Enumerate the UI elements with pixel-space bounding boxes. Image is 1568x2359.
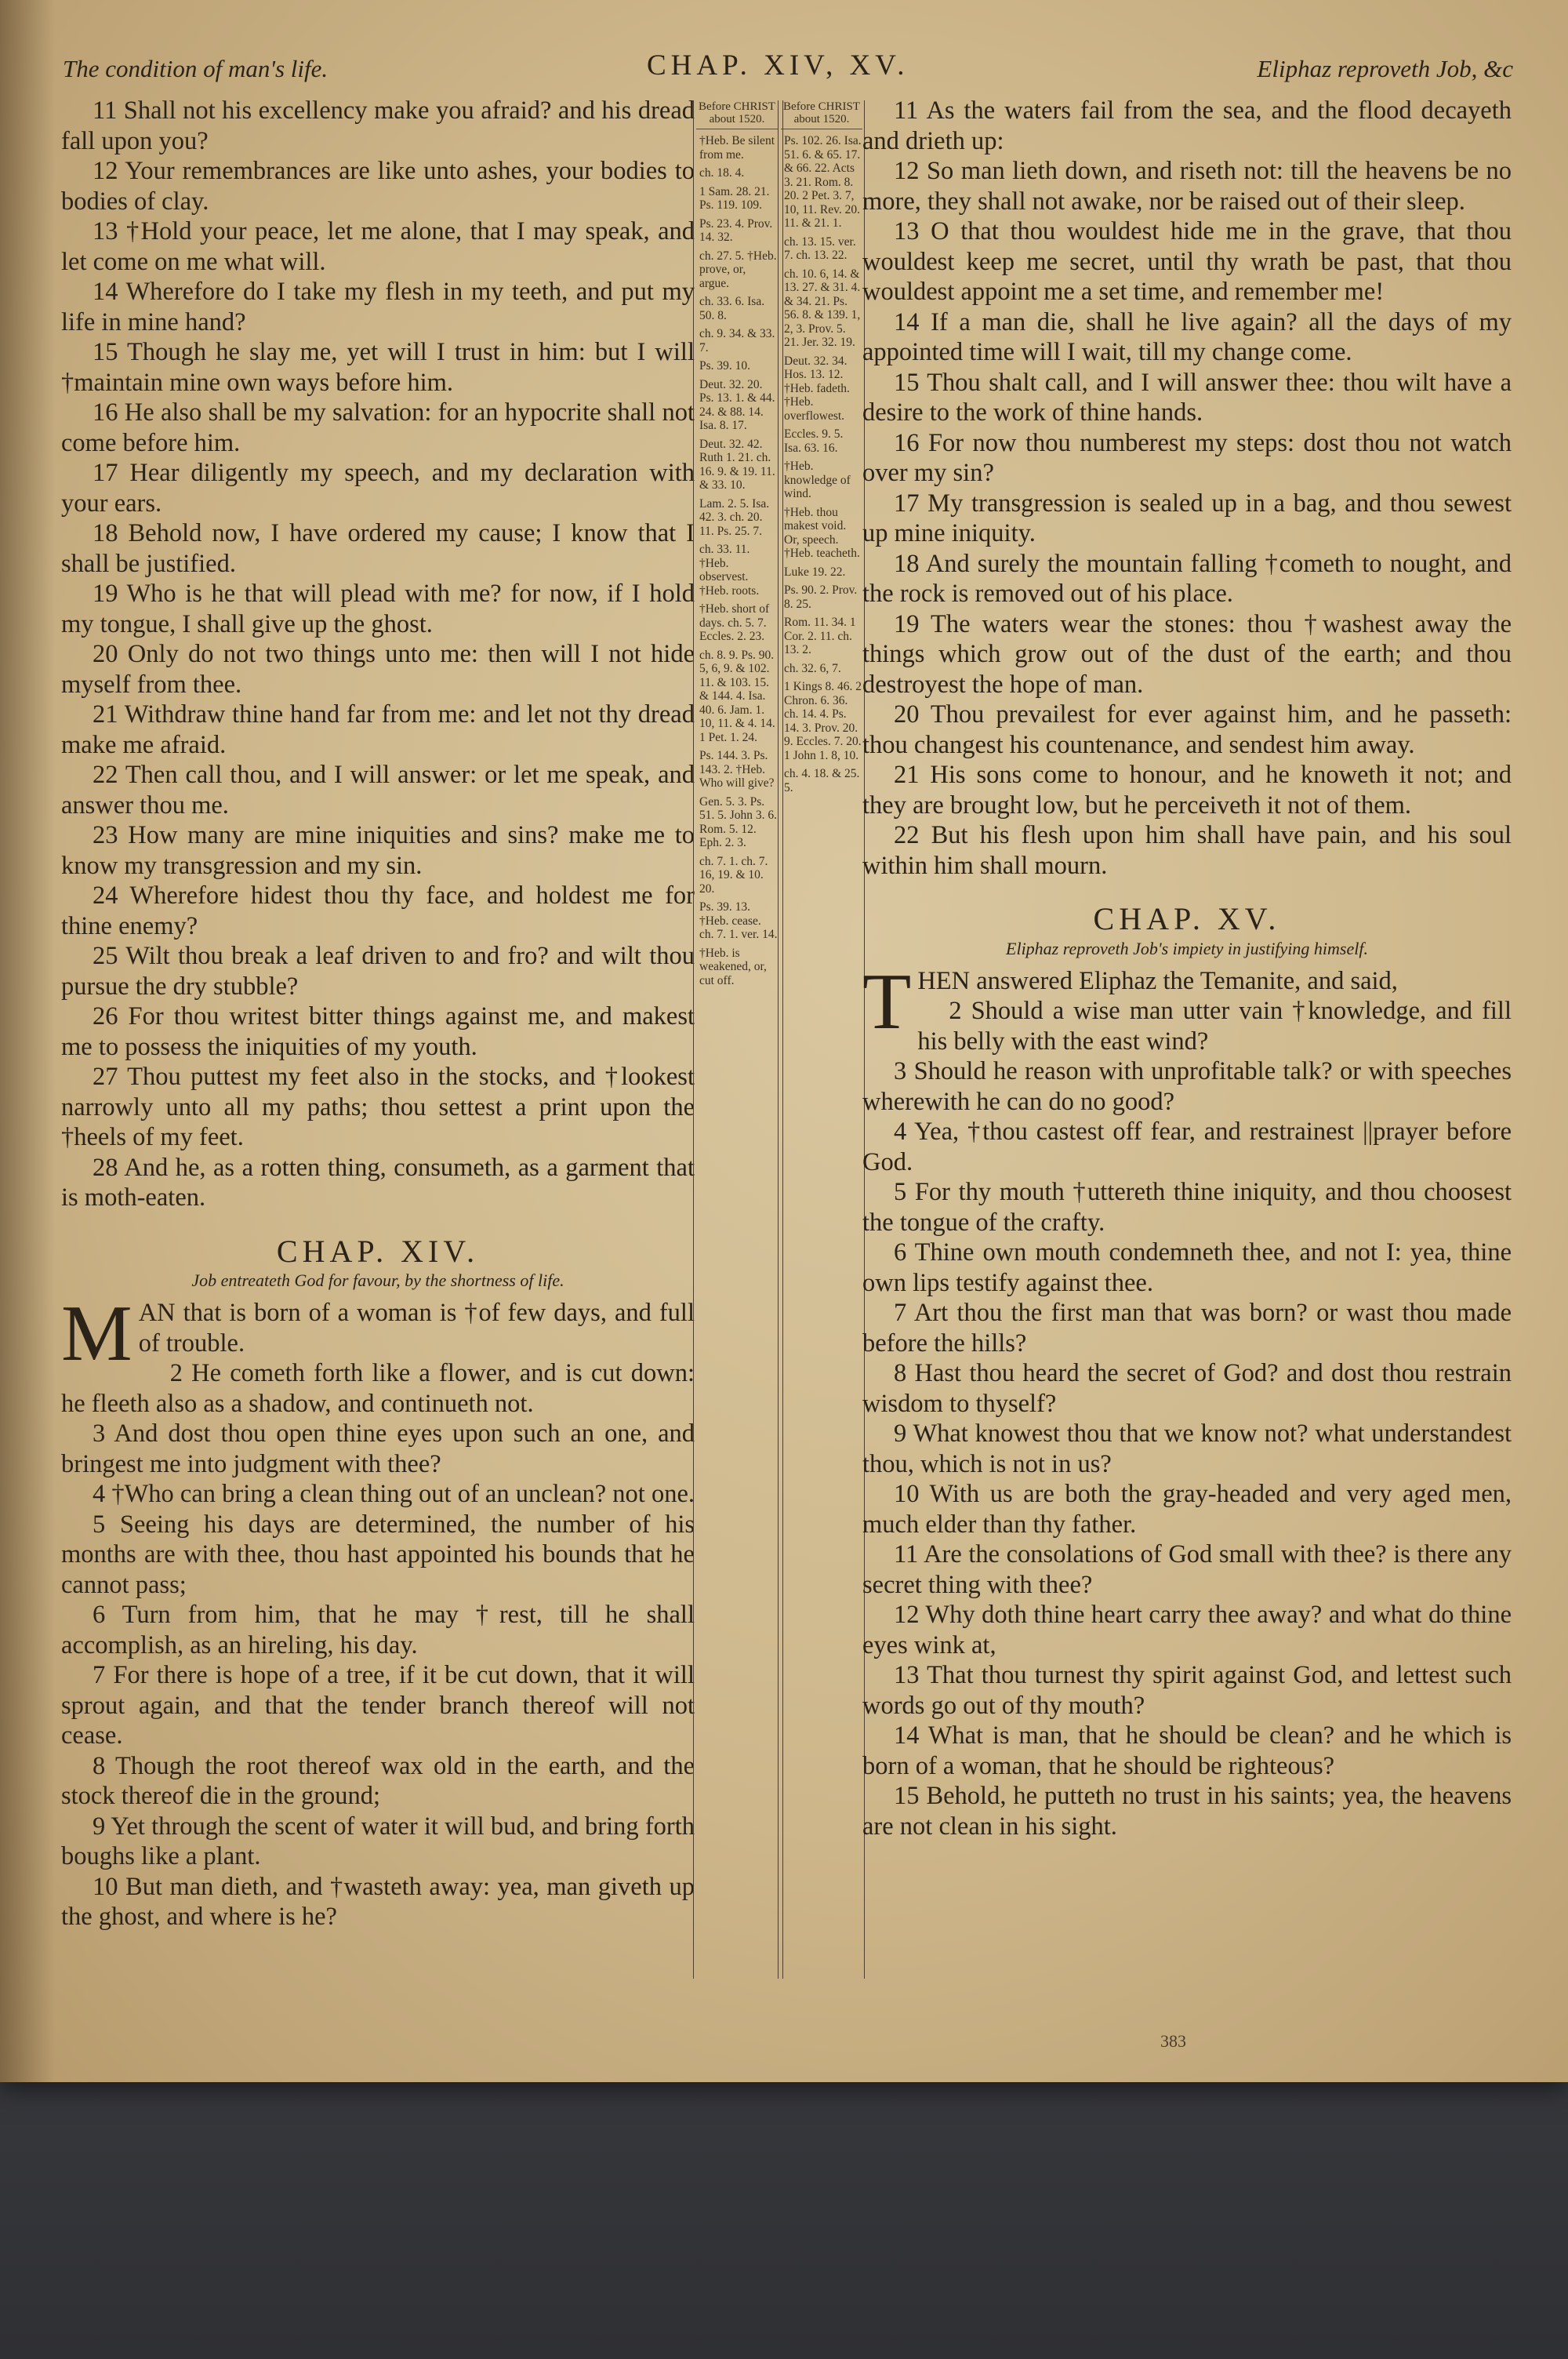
margin-reference: Lam. 2. 5. Isa. 42. 3. ch. 20. 11. Ps. 25. 7. [699,496,770,538]
verse: 14 Wherefore do I take my flesh in my teeth, and put my life in mine hand? [61,278,695,336]
verse: 6 Thine own mouth condemneth thee, and not I: yea, thine own lips testify against thee. [862,1238,1512,1297]
verse: 17 My transgression is sealed up in a bag, and thou sewest up mine iniquity. [862,489,1512,547]
right-verses-top [862,96,1512,881]
verse: 27 Thou puttest my feet also in the stocks, and †lookest narrowly unto all my paths; thou settest a print upon the †heels of my feet. [61,1063,695,1151]
margin-reference: Deut. 32. 34. Hos. 13. 12. †Heb. fadeth. †Heb. overflowest. [784,354,850,423]
margin-reference: ch. 33. 11. †Heb. observest. †Heb. roots. [699,543,760,598]
margin-reference: ch. 33. 6. Isa. 50. 8. [699,295,765,322]
verse: 11 Are the consolations of God small with thee? is there any secret thing with thee? [862,1540,1512,1599]
header-left: The condition of man's life. [63,55,328,82]
right-text-column [862,96,1512,1841]
column-rule [693,100,694,1979]
verse: 11 Shall not his excellency make you afraid? and his dread fall upon you? [61,96,695,155]
verse: 16 For now thou numberest my steps: dost thou not watch over my sin? [862,428,1512,487]
margin-head: Before CHRIST about 1520. [781,100,862,129]
margin-head: Before CHRIST about 1520. [696,100,778,129]
chapter-summary: Job entreateth God for favour, by the shortness of life. [191,1270,564,1290]
verse: 24 Wherefore hidest thou thy face, and holdest me for thine enemy? [61,881,695,940]
verse: 21 Withdraw thine hand far from me: and let not thy dread make me afraid. [61,700,695,759]
verse: 28 And he, as a rotten thing, consumeth, as a garment that is moth-eaten. [61,1153,695,1212]
margin-reference: ch. 27. 5. †Heb. prove, or, argue. [699,249,777,290]
verse: 5 For thy mouth †uttereth thine iniquity, and thou choosest the tongue of the crafty. [862,1178,1512,1237]
margin-reference: ch. 9. 34. & 33. 7. [699,327,775,354]
margin-reference: Ps. 39. 13. †Heb. cease. ch. 7. 1. ver. 14. [699,900,778,941]
margin-reference: ch. 7. 1. ch. 7. 16, 19. & 10. 20. [699,854,768,896]
verse: 26 For thou writest bitter things against me, and makest me to possess the iniquities of my youth. [61,1002,695,1061]
chapter-heading: CHAP. XV. [1093,901,1281,936]
verse: 23 How many are mine iniquities and sins? make me to know my transgression and my sin. [61,821,695,880]
verse: 3 Should he reason with unprofitable talk? or with speeches wherewith he can do no good? [862,1057,1512,1116]
verse: 11 As the waters fail from the sea, and the flood decayeth and drieth up: [862,96,1512,155]
verse: 2 He cometh forth like a flower, and is cut down: he fleeth also as a shadow, and continueth not. [61,1359,695,1418]
verse: 7 Art thou the first man that was born? or wast thou made before the hills? [862,1299,1512,1358]
margin-reference: †Heb. thou makest void. Or, speech. †Heb. teacheth. [784,505,860,560]
verse: 10 With us are both the gray-headed and very aged men, much elder than thy father. [862,1480,1512,1539]
header-chapter: CHAP. XIV, XV. [647,49,909,82]
verse: 9 Yet through the scent of water it will bud, and bring forth boughs like a plant. [61,1812,695,1870]
verse: 18 Behold now, I have ordered my cause; I know that I shall be justified. [61,519,695,578]
margin-references-right [781,100,862,794]
margin-reference: Ps. 102. 26. Isa. 51. 6. & 65. 17. & 66. 22. Acts 3. 21. Rom. 8. 20. 2 Pet. 3. 7, 10, 11. Rev. 20. 11. & 21. 1. [784,134,862,230]
verse: 7 For there is hope of a tree, if it be cut down, that it will sprout again, and that the tender branch thereof will not cease. [61,1661,695,1750]
left-verses-bottom [61,1358,695,1932]
verse: 15 Thou shalt call, and I will answer thee: thou wilt have a desire to the work of thine hands. [862,368,1512,427]
verse: 15 Though he slay me, yet will I trust in him: but I will †maintain mine own ways before him. [61,338,695,397]
margin-reference: †Heb. Be silent from me. [699,134,775,162]
verse: 12 Why doth thine heart carry thee away? and what do thine eyes wink at, [862,1601,1512,1659]
verse: 18 And surely the mountain falling †cometh to nought, and the rock is removed out of his place. [862,549,1512,608]
margin-reference: †Heb. knowledge of wind. [784,460,851,500]
margin-reference: Gen. 5. 3. Ps. 51. 5. John 3. 6. Rom. 5. 12. Eph. 2. 3. [699,794,778,849]
verse: 4 †Who can bring a clean thing out of an unclean? not one. [93,1480,695,1508]
margin-refs [781,134,862,794]
chapter-heading: CHAP. XIV. [276,1233,480,1269]
verse: 13 †Hold your peace, let me alone, that I may speak, and let come on me what will. [61,217,695,276]
verse: 10 But man dieth, and †wasteth away: yea, man giveth up the ghost, and where is he? [61,1872,695,1931]
right-verses-bottom [862,996,1512,1841]
verse: 4 Yea, †thou castest off fear, and restrainest ||prayer before God. [862,1118,1512,1176]
margin-reference: Ps. 23. 4. Prov. 14. 32. [699,216,773,244]
drop-cap: T [862,957,912,1046]
first-verse-text: HEN answered Eliphaz the Temanite, and said, [917,966,1398,995]
margin-reference: Luke 19. 22. [784,565,846,579]
left-text-column [61,96,695,1932]
margin-reference: Ps. 144. 3. Ps. 143. 2. †Heb. Who will give? [699,749,775,790]
verse: 5 Seeing his days are determined, the number of his months are with thee, thou hast appointed his bounds that he cannot pass; [61,1510,695,1599]
chapter-summary: Eliphaz reproveth Job's impiety in justifying himself. [1006,938,1368,958]
verse: 6 Turn from him, that he may †rest, till he shall accomplish, as an hireling, his day. [61,1601,695,1659]
spine-shadow [0,0,55,2082]
header-right: Eliphaz reproveth Job, &c [1257,55,1513,82]
verse: 22 Then call thou, and I will answer: or let me speak, and answer thou me. [61,761,695,820]
verse: 15 Behold, he putteth no trust in his saints; yea, the heavens are not clean in his sight. [862,1782,1512,1841]
verse: 21 His sons come to honour, and he knoweth it not; and they are brought low, but he perceiveth it not of them. [862,761,1512,820]
verse: 19 The waters wear the stones: thou †washest away the things which grow out of the dust of the earth; and thou destroyest the hope of man. [862,609,1512,699]
running-header [63,49,1513,88]
margin-reference: Rom. 11. 34. 1 Cor. 2. 11. ch. 13. 2. [784,616,856,656]
first-verse [61,1289,695,1378]
first-verse-text: AN that is born of a woman is †of few days, and full of trouble. [138,1299,695,1358]
margin-reference: ch. 4. 18. & 25. 5. [784,767,860,794]
margin-reference: ch. 10. 6, 14. & 13. 27. & 31. 4. & 34. 21. Ps. 56. 8. & 139. 1, 2, 3. Prov. 5. 21. Jer. 32. 19. [784,267,861,349]
margin-reference: ch. 8. 9. Ps. 90. 5, 6, 9. & 102. 11. & 103. 15. & 144. 4. Isa. 40. 6. Jam. 1. 10, 11. & 4. 14. 1 Pet. 1. 24. [699,648,775,744]
margin-reference: Ps. 90. 2. Prov. 8. 25. [784,583,858,611]
verse: 8 Though the root thereof wax old in the earth, and the stock thereof die in the ground; [61,1751,695,1810]
verse: 20 Only do not two things unto me: then will I not hide myself from thee. [61,640,695,699]
margin-reference: ch. 18. 4. [699,166,745,180]
verse: 22 But his flesh upon him shall have pain, and his soul within him shall mourn. [862,821,1512,880]
verse: 14 If a man die, shall he live again? all the days of my appointed time will I wait, till my change come. [862,307,1512,366]
margin-refs [696,134,778,987]
margin-reference: Deut. 32. 20. Ps. 13. 1. & 44. 24. & 88. 14. Isa. 8. 17. [699,377,775,432]
margin-references-left [696,100,778,987]
verse: 12 So man lieth down, and riseth not: till the heavens be no more, they shall not awake, nor be raised out of their sleep. [862,157,1512,216]
drop-cap: M [61,1289,132,1378]
verse: 25 Wilt thou break a leaf driven to and fro? and wilt thou pursue the dry stubble? [61,942,695,1001]
margin-reference: ch. 32. 6, 7. [784,661,841,675]
column-rule [778,100,779,1979]
verse: 8 Hast thou heard the secret of God? and dost thou restrain wisdom to thyself? [862,1359,1512,1418]
margin-reference: Deut. 32. 42. Ruth 1. 21. ch. 16. 9. & 19. 11. & 33. 10. [699,437,775,492]
margin-reference: ch. 13. 15. ver. 7. ch. 13. 22. [784,234,856,262]
verse: 19 Who is he that will plead with me? for now, if I hold my tongue, I shall give up the ghost. [61,580,695,638]
verse: 9 What knowest thou that we know not? what understandest thou, which is not in us? [862,1419,1512,1478]
verse: 16 He also shall be my salvation: for an hypocrite shall not come before him. [61,398,695,457]
verse: 12 Your remembrances are like unto ashes, your bodies to bodies of clay. [61,157,695,216]
verse: 17 Hear diligently my speech, and my declaration with your ears. [61,459,695,518]
verse: 2 Should a wise man utter vain †knowledge, and fill his belly with the east wind? [917,997,1512,1056]
margin-reference: Eccles. 9. 5. Isa. 63. 16. [784,427,844,455]
margin-reference: 1 Sam. 28. 21. Ps. 119. 109. [699,184,770,212]
verse: 3 And dost thou open thine eyes upon such an one, and bringest me into judgment with thee? [61,1419,695,1478]
verse: 14 What is man, that he should be clean? and he which is born of a woman, that he should be righteous? [862,1721,1512,1780]
verse: 13 O that thou wouldest hide me in the grave, that thou wouldest keep me secret, until thy wrath be past, that thou wouldest appoint me a set time, and remember me! [862,217,1512,306]
margin-reference: 1 Kings 8. 46. 2 Chron. 6. 36. ch. 14. 4. Ps. 14. 3. Prov. 20. 9. Eccles. 7. 20. 1 John 1. 8, 10. [784,680,862,762]
margin-reference: †Heb. is weakened, or, cut off. [699,946,767,987]
verse: 13 That thou turnest thy spirit against God, and lettest such words go out of thy mouth? [862,1661,1512,1720]
left-verses-top [61,96,695,1213]
verse: 20 Thou prevailest for ever against him, and he passeth: thou changest his countenance, and sendest him away. [862,700,1512,759]
margin-reference: Ps. 39. 10. [699,359,751,373]
page-number: 383 [1160,2031,1186,2051]
margin-reference: †Heb. short of days. ch. 5. 7. Eccles. 2. 23. [699,602,770,643]
